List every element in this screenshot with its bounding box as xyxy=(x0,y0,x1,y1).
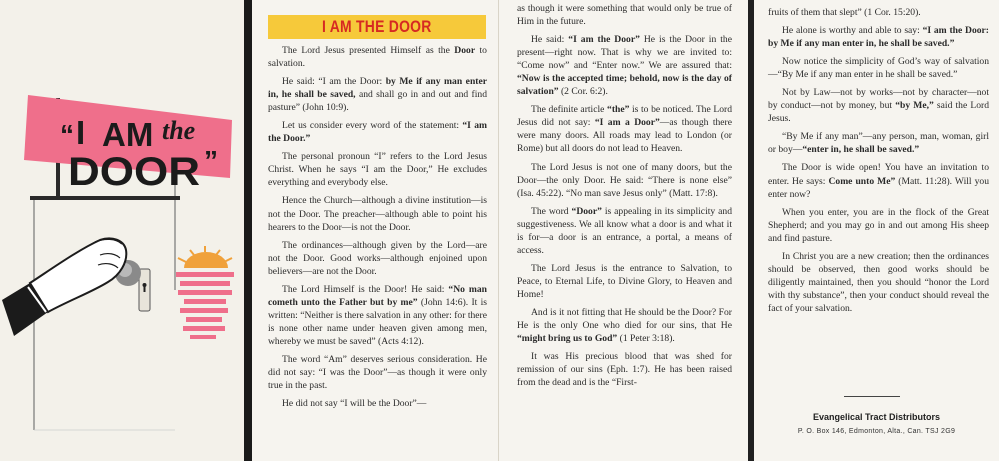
paragraph xyxy=(517,103,732,155)
cover-word-am: AM xyxy=(102,116,154,153)
paragraph xyxy=(517,33,732,98)
paragraph-text: —as though there were many doors. All roads may lead to London (or Rome) but all doors do not lead to Heaven. xyxy=(517,117,733,155)
paragraph-text: In Christ you are a new creation; then the ordinances should be observed, then good works should be diligently maintained, then you should “honor the Lord with thy substance”, then your conduct should reveal the fact of your salvation. xyxy=(768,250,989,314)
paragraph xyxy=(768,161,989,200)
paragraph xyxy=(268,283,487,348)
title-banner xyxy=(268,15,486,39)
paragraph xyxy=(268,397,487,410)
paragraph-text: The personal pronoun “I” refers to the Lord Jesus Christ. When he says “I am the Door,” He excludes everything and everybody else. xyxy=(268,151,487,189)
emphasis-text: “enter in, he shall be saved.” xyxy=(802,144,920,156)
paragraph-text: He did not say “I will be the Door”— xyxy=(282,398,427,410)
paragraph xyxy=(768,55,989,81)
emphasis-text: “I am the Door.” xyxy=(268,120,487,145)
paragraph-text: is to be noticed. The Lord Jesus did not say: xyxy=(517,104,732,129)
paragraph-text: When you enter, you are in the flock of the Great Shepherd; and you may go in and out among His sheep and find pasture. xyxy=(768,206,989,244)
paragraph-text: He alone is worthy and able to say: xyxy=(782,25,923,37)
emphasis-text: “I am a Door” xyxy=(594,117,660,129)
paragraph xyxy=(268,75,487,114)
cover-word-door: DOOR xyxy=(68,150,201,194)
paragraph-text: The definite article xyxy=(531,104,608,116)
paragraph-text: It was His precious blood that was shed for remission of our sins (Eph. 1:7). He has been raised from the dead and is the “First- xyxy=(517,351,732,389)
paragraph-text: Now notice the simplicity of God’s way of salvation—“By Me if any man enter in he shall be saved.” xyxy=(768,56,989,81)
paragraph-text: (Matt. 11:28). Will you enter now? xyxy=(768,175,989,200)
cover-sign-text xyxy=(0,0,244,461)
paragraph-text: The Door is wide open! You have an invitation to enter. He says: xyxy=(768,162,989,187)
paragraph-text: to salvation. xyxy=(268,45,487,70)
cover-word-the: the xyxy=(162,116,196,145)
paragraph-text: He said: xyxy=(531,34,569,46)
paragraph xyxy=(517,262,732,301)
emphasis-text: “Now is the accepted time; behold, now is the day of salvation” xyxy=(517,73,732,98)
emphasis-text: “I am the Door: by Me if any man enter in, he shall be saved.” xyxy=(768,25,989,50)
paragraph-text: And is it not fitting that He should be the Door? For He is the only One who died for our sins, that He xyxy=(517,306,732,332)
paragraph xyxy=(768,250,989,315)
paragraph-text: fruits of them that slept” (1 Cor. 15:20). xyxy=(768,7,921,18)
paragraph-text: Let us consider every word of the statement: xyxy=(282,120,463,132)
paragraph xyxy=(517,2,732,28)
panel-3-text xyxy=(768,6,989,320)
paragraph xyxy=(517,306,732,345)
paragraph xyxy=(768,86,989,125)
publisher-name: Evangelical Tract Distributors xyxy=(812,412,941,422)
emphasis-text: “by Me,” xyxy=(895,100,934,112)
emphasis-text: “the” xyxy=(607,104,630,116)
paragraph xyxy=(268,239,487,278)
paragraph xyxy=(268,44,487,70)
panel-2-text xyxy=(517,2,732,394)
paragraph xyxy=(517,161,732,200)
paragraph-text: (2 Cor. 6:2). xyxy=(558,86,608,98)
paragraph-text: He is the Door in the present—right now. That is why we are invited to: “Come now” and “Enter now.” We are assured that: xyxy=(517,34,732,72)
paragraph-text: He said: “I am the Door: xyxy=(282,76,386,88)
text-panel-2 xyxy=(499,0,748,461)
cover-quote-open: “ xyxy=(60,119,74,150)
cover-word-i: I xyxy=(76,114,86,151)
paragraph-text: The word xyxy=(531,205,572,217)
paragraph xyxy=(517,350,732,389)
paragraph xyxy=(768,130,989,156)
emphasis-text: Come unto Me” xyxy=(828,175,896,187)
emphasis-text: “No man cometh unto the Father but by me” xyxy=(268,283,488,308)
paragraph xyxy=(268,119,487,145)
emphasis-text: “might bring us to God” xyxy=(517,333,618,345)
paragraph xyxy=(517,205,732,257)
paragraph-text: Hence the Church—although a divine institution—is not the Door. The preacher—although able to point his hearers to the Door—is not the Door. xyxy=(268,195,487,233)
paragraph-text: The Lord Jesus is the entrance to Salvation, to Peace, to Eternal Life, to Divine Glory, to Heaven and Home! xyxy=(517,262,732,300)
paragraph-text: The Lord Himself is the Door! He said: xyxy=(282,283,449,295)
page-gap xyxy=(244,0,252,461)
paragraph xyxy=(768,24,989,50)
paragraph-text: is appealing in its simplicity and suggestiveness. We all know what a door is and what it is for—a door is an entrance, a portal, a means of access. xyxy=(517,205,732,256)
paragraph-text: as though it were something that would only be true of Him in the future. xyxy=(517,3,732,28)
paragraph-text: The ordinances—although given by the Lord—are not the Door. Good works—although enjoined upon believers—are not the Door. xyxy=(268,239,487,277)
paragraph-text: Not by Law—not by works—not by character—not by conduct—not by money, but xyxy=(768,87,989,112)
paragraph-text: “By Me if any man”—any person, man, woman, girl or boy— xyxy=(768,131,989,156)
emphasis-text: “I am the Door” xyxy=(568,34,640,46)
cover-panel xyxy=(0,0,244,461)
paragraph-text: (John 14:6). It is written: “Neither is there salvation in any other: for there is none other name under heaven given among men, whereby we must be saved” (Acts 4:12). xyxy=(268,296,487,347)
publisher-address: P. O. Box 146, Edmonton, Alta., Can. TSJ 2G9 xyxy=(797,428,956,435)
paragraph-text: and shall go in and out and find pasture” (John 10:9). xyxy=(268,89,487,114)
paragraph-text: The Lord Jesus presented Himself as the xyxy=(282,45,455,56)
imprint-rule xyxy=(844,396,900,397)
text-panel-1 xyxy=(252,0,499,461)
cover-quote-close: ” xyxy=(204,145,218,176)
emphasis-text: Door xyxy=(454,45,476,56)
text-panel-3 xyxy=(754,0,999,461)
emphasis-text: “Door” xyxy=(571,205,602,217)
paragraph-text: (1 Peter 3:18). xyxy=(617,333,675,345)
paragraph xyxy=(268,150,487,189)
paragraph xyxy=(268,353,487,392)
paragraph-text: said the Lord Jesus. xyxy=(768,100,989,125)
panel-1-text xyxy=(268,44,487,415)
emphasis-text: by Me if any man enter in, he shall be saved, xyxy=(268,76,487,101)
paragraph xyxy=(768,6,989,19)
tract-title: I AM THE DOOR xyxy=(322,17,432,36)
paragraph-text: The word “Am” deserves serious consideration. He did not say: “I was the Door”—as though it were only true in the past. xyxy=(268,353,487,392)
paragraph xyxy=(268,194,487,233)
paragraph xyxy=(768,206,989,245)
paragraph-text: The Lord Jesus is not one of many doors, but the Door—the only Door. He said: “There is none else” (Isa. 45:22). “No man save Jesus only” (Matt. 17:8). xyxy=(517,161,732,199)
